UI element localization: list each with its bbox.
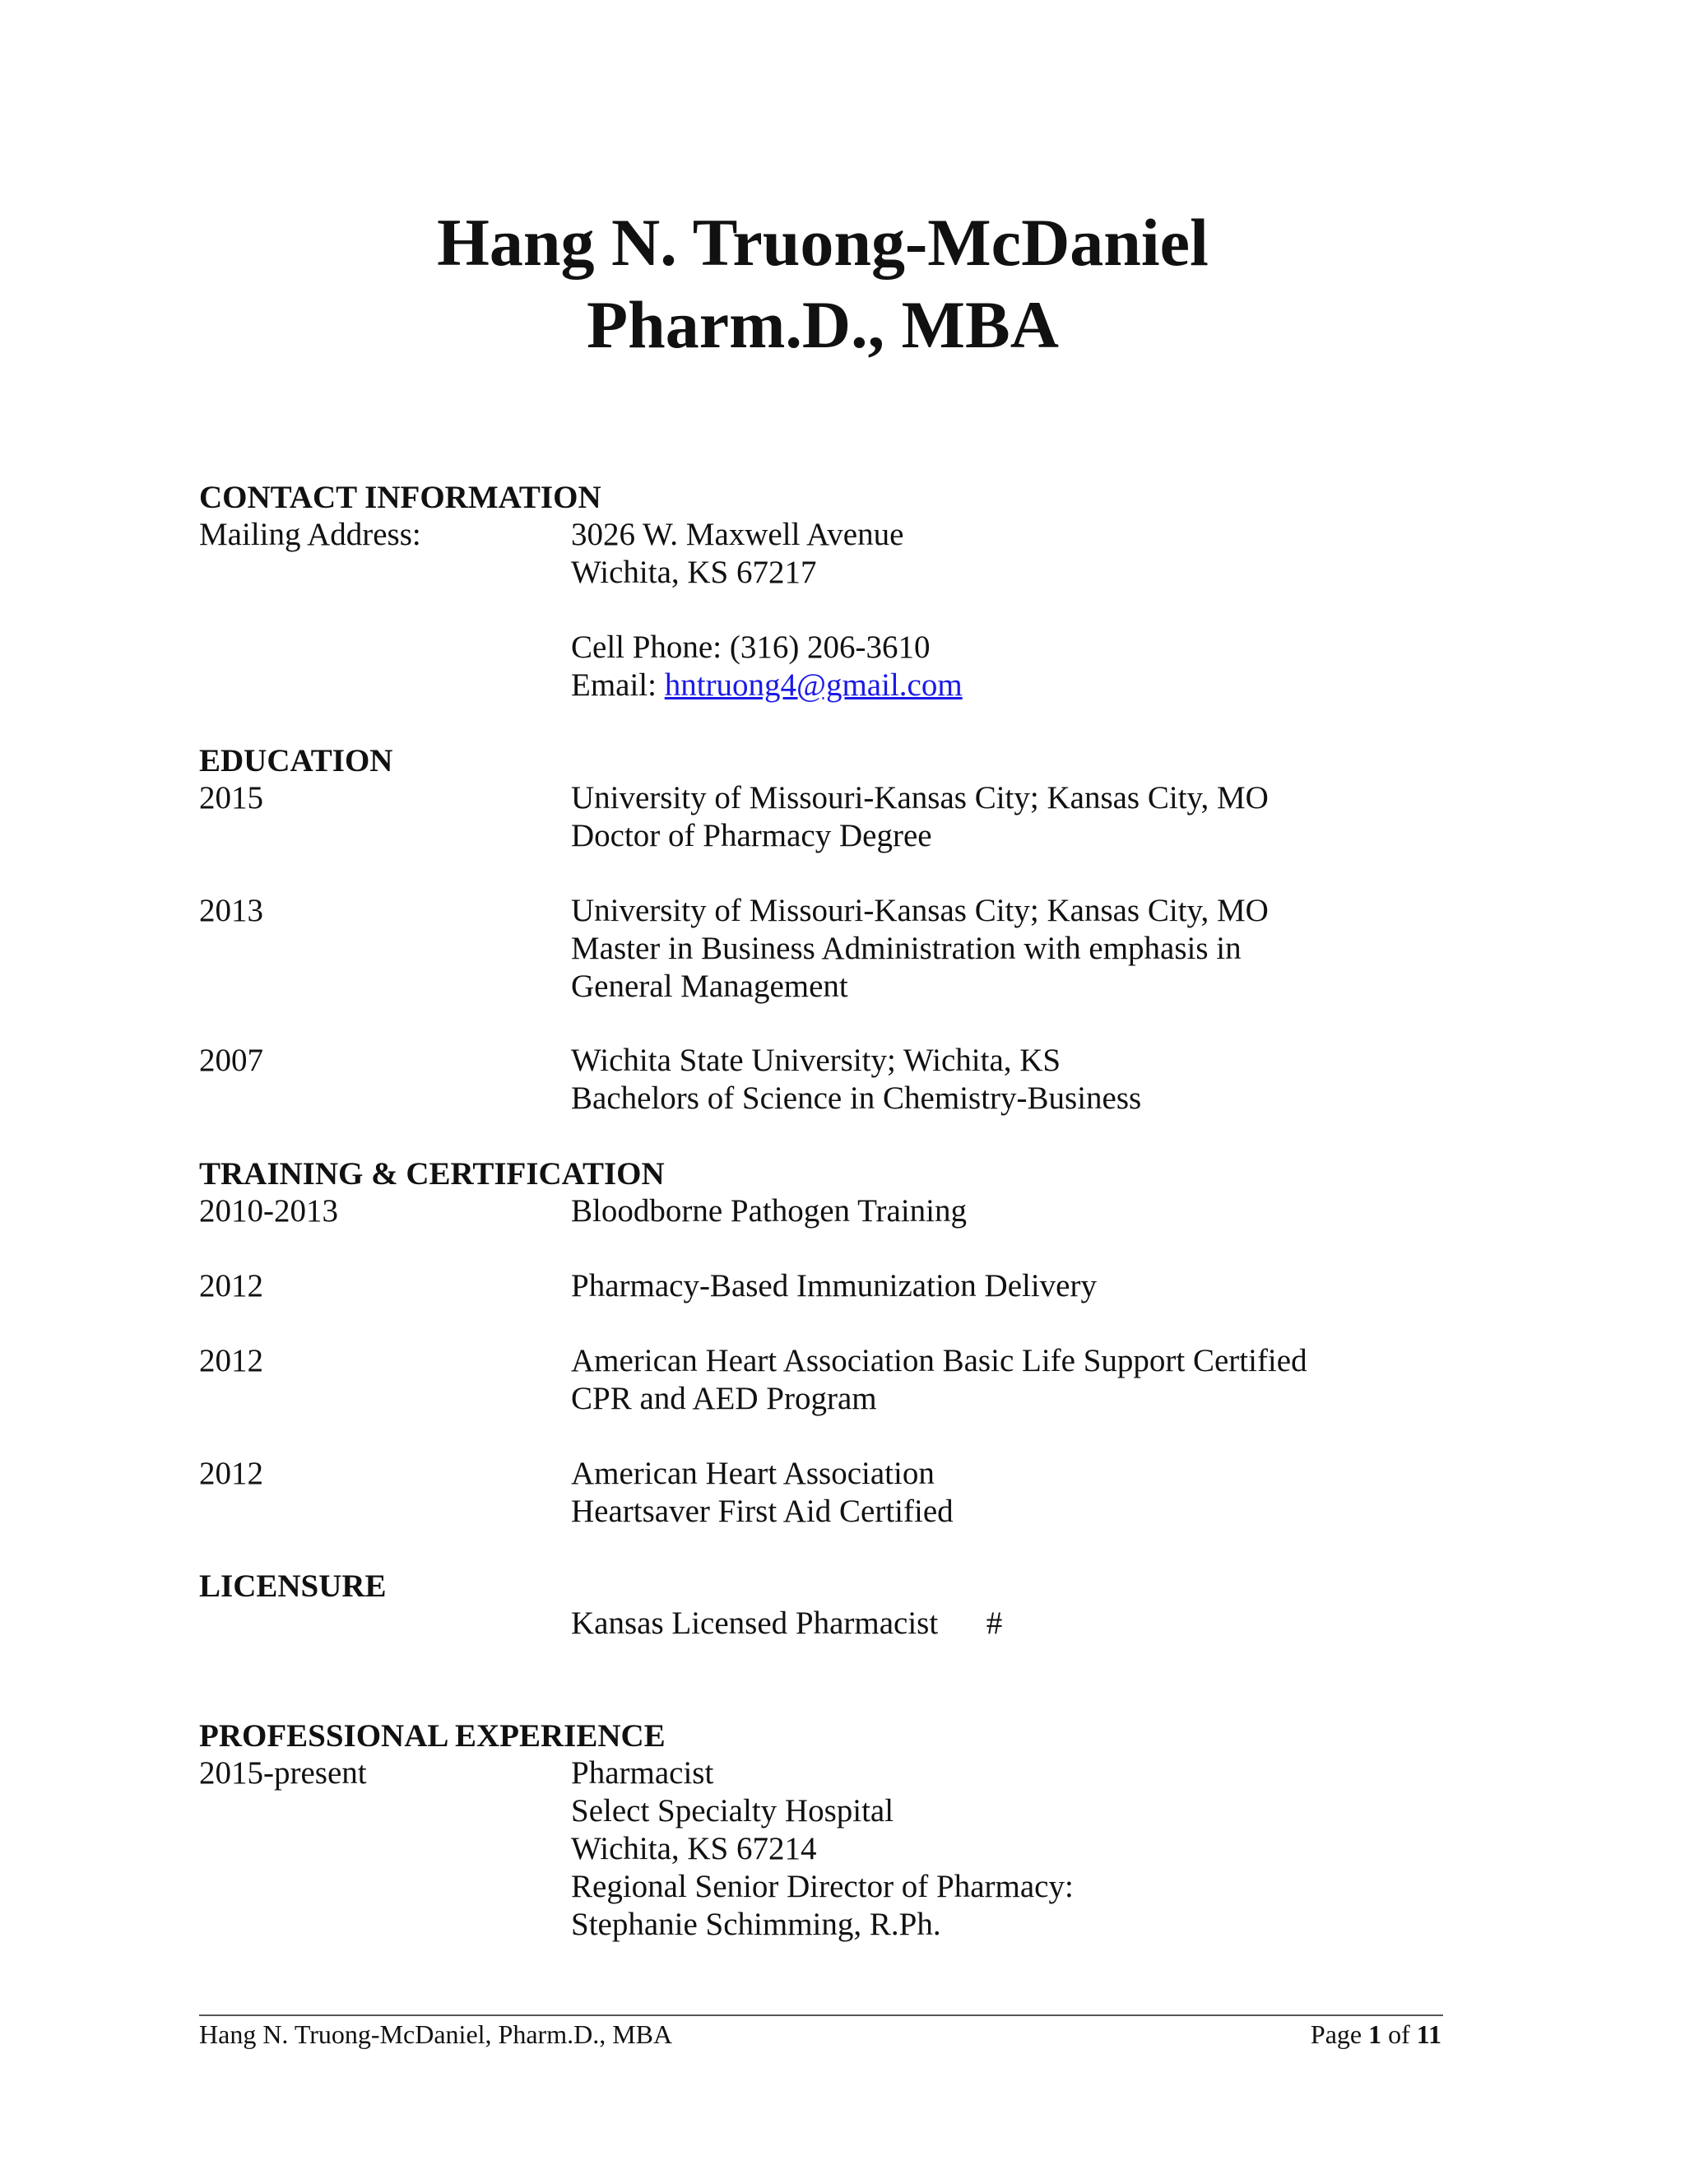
address-line-1: 3026 W. Maxwell Avenue (571, 517, 904, 552)
training-details (571, 1455, 954, 1531)
licensure-heading: LICENSURE (199, 1568, 387, 1604)
education-line: University of Missouri-Kansas City; Kansas City, MO (571, 893, 1269, 928)
page-of: of (1381, 2019, 1417, 2049)
license-line: Kansas Licensed Pharmacist # (571, 1605, 1003, 1641)
training-line: Pharmacy-Based Immunization Delivery (571, 1268, 1097, 1303)
page-total: 11 (1416, 2019, 1441, 2049)
experience-heading: PROFESSIONAL EXPERIENCE (199, 1718, 666, 1754)
footer-page-number (1311, 2018, 1441, 2051)
training-year: 2012 (199, 1268, 263, 1303)
credentials-title: Pharm.D., MBA (587, 287, 1059, 362)
education-details (571, 1042, 1141, 1118)
experience-line: Select Specialty Hospital (571, 1793, 894, 1829)
training-heading: TRAINING & CERTIFICATION (199, 1156, 665, 1192)
footer-name: Hang N. Truong-McDaniel, Pharm.D., MBA (199, 2019, 673, 2049)
education-year: 2007 (199, 1043, 263, 1078)
training-details (571, 1342, 1307, 1418)
education-line: Wichita State University; Wichita, KS (571, 1043, 1061, 1078)
training-year: 2012 (199, 1456, 263, 1491)
training-line: American Heart Association Basic Life Support Certified (571, 1343, 1307, 1378)
education-year: 2015 (199, 780, 263, 816)
training-details (571, 1267, 1097, 1305)
email-link[interactable]: hntruong4@gmail.com (664, 667, 963, 703)
experience-details (571, 1754, 1074, 1944)
education-details (571, 779, 1269, 855)
education-line: University of Missouri-Kansas City; Kansas City, MO (571, 780, 1269, 816)
contact-heading: CONTACT INFORMATION (199, 480, 601, 515)
education-line: Bachelors of Science in Chemistry-Business (571, 1080, 1142, 1116)
training-details (571, 1192, 967, 1230)
address-line-2: Wichita, KS 67217 (571, 555, 817, 590)
experience-line: Regional Senior Director of Pharmacy: (571, 1869, 1074, 1904)
training-line: Bloodborne Pathogen Training (571, 1193, 968, 1229)
footer-divider (199, 2014, 1443, 2016)
mailing-address-label: Mailing Address: (199, 517, 421, 552)
training-year: 2010-2013 (199, 1193, 338, 1229)
education-heading: EDUCATION (199, 743, 393, 778)
experience-years: 2015-present (199, 1755, 367, 1791)
email-line (571, 667, 963, 704)
experience-line: Pharmacist (571, 1755, 714, 1791)
training-line: Heartsaver First Aid Certified (571, 1494, 954, 1529)
cell-phone: Cell Phone: (316) 206-3610 (571, 630, 931, 665)
education-year: 2013 (199, 893, 263, 928)
address-block (571, 516, 903, 592)
experience-line: Stephanie Schimming, R.Ph. (571, 1907, 941, 1942)
page-current: 1 (1368, 2019, 1382, 2049)
name-title: Hang N. Truong-McDaniel (437, 205, 1209, 280)
education-line: General Management (571, 969, 848, 1004)
education-line: Master in Business Administration with emphasis in (571, 931, 1242, 966)
email-label: Email: (571, 667, 665, 703)
training-line: American Heart Association (571, 1456, 935, 1491)
education-line: Doctor of Pharmacy Degree (571, 818, 932, 853)
phone-email-block (571, 629, 963, 704)
experience-line: Wichita, KS 67214 (571, 1831, 817, 1866)
education-details (571, 892, 1269, 1006)
training-year: 2012 (199, 1343, 263, 1378)
page-word: Page (1310, 2019, 1369, 2049)
training-line: CPR and AED Program (571, 1381, 877, 1416)
